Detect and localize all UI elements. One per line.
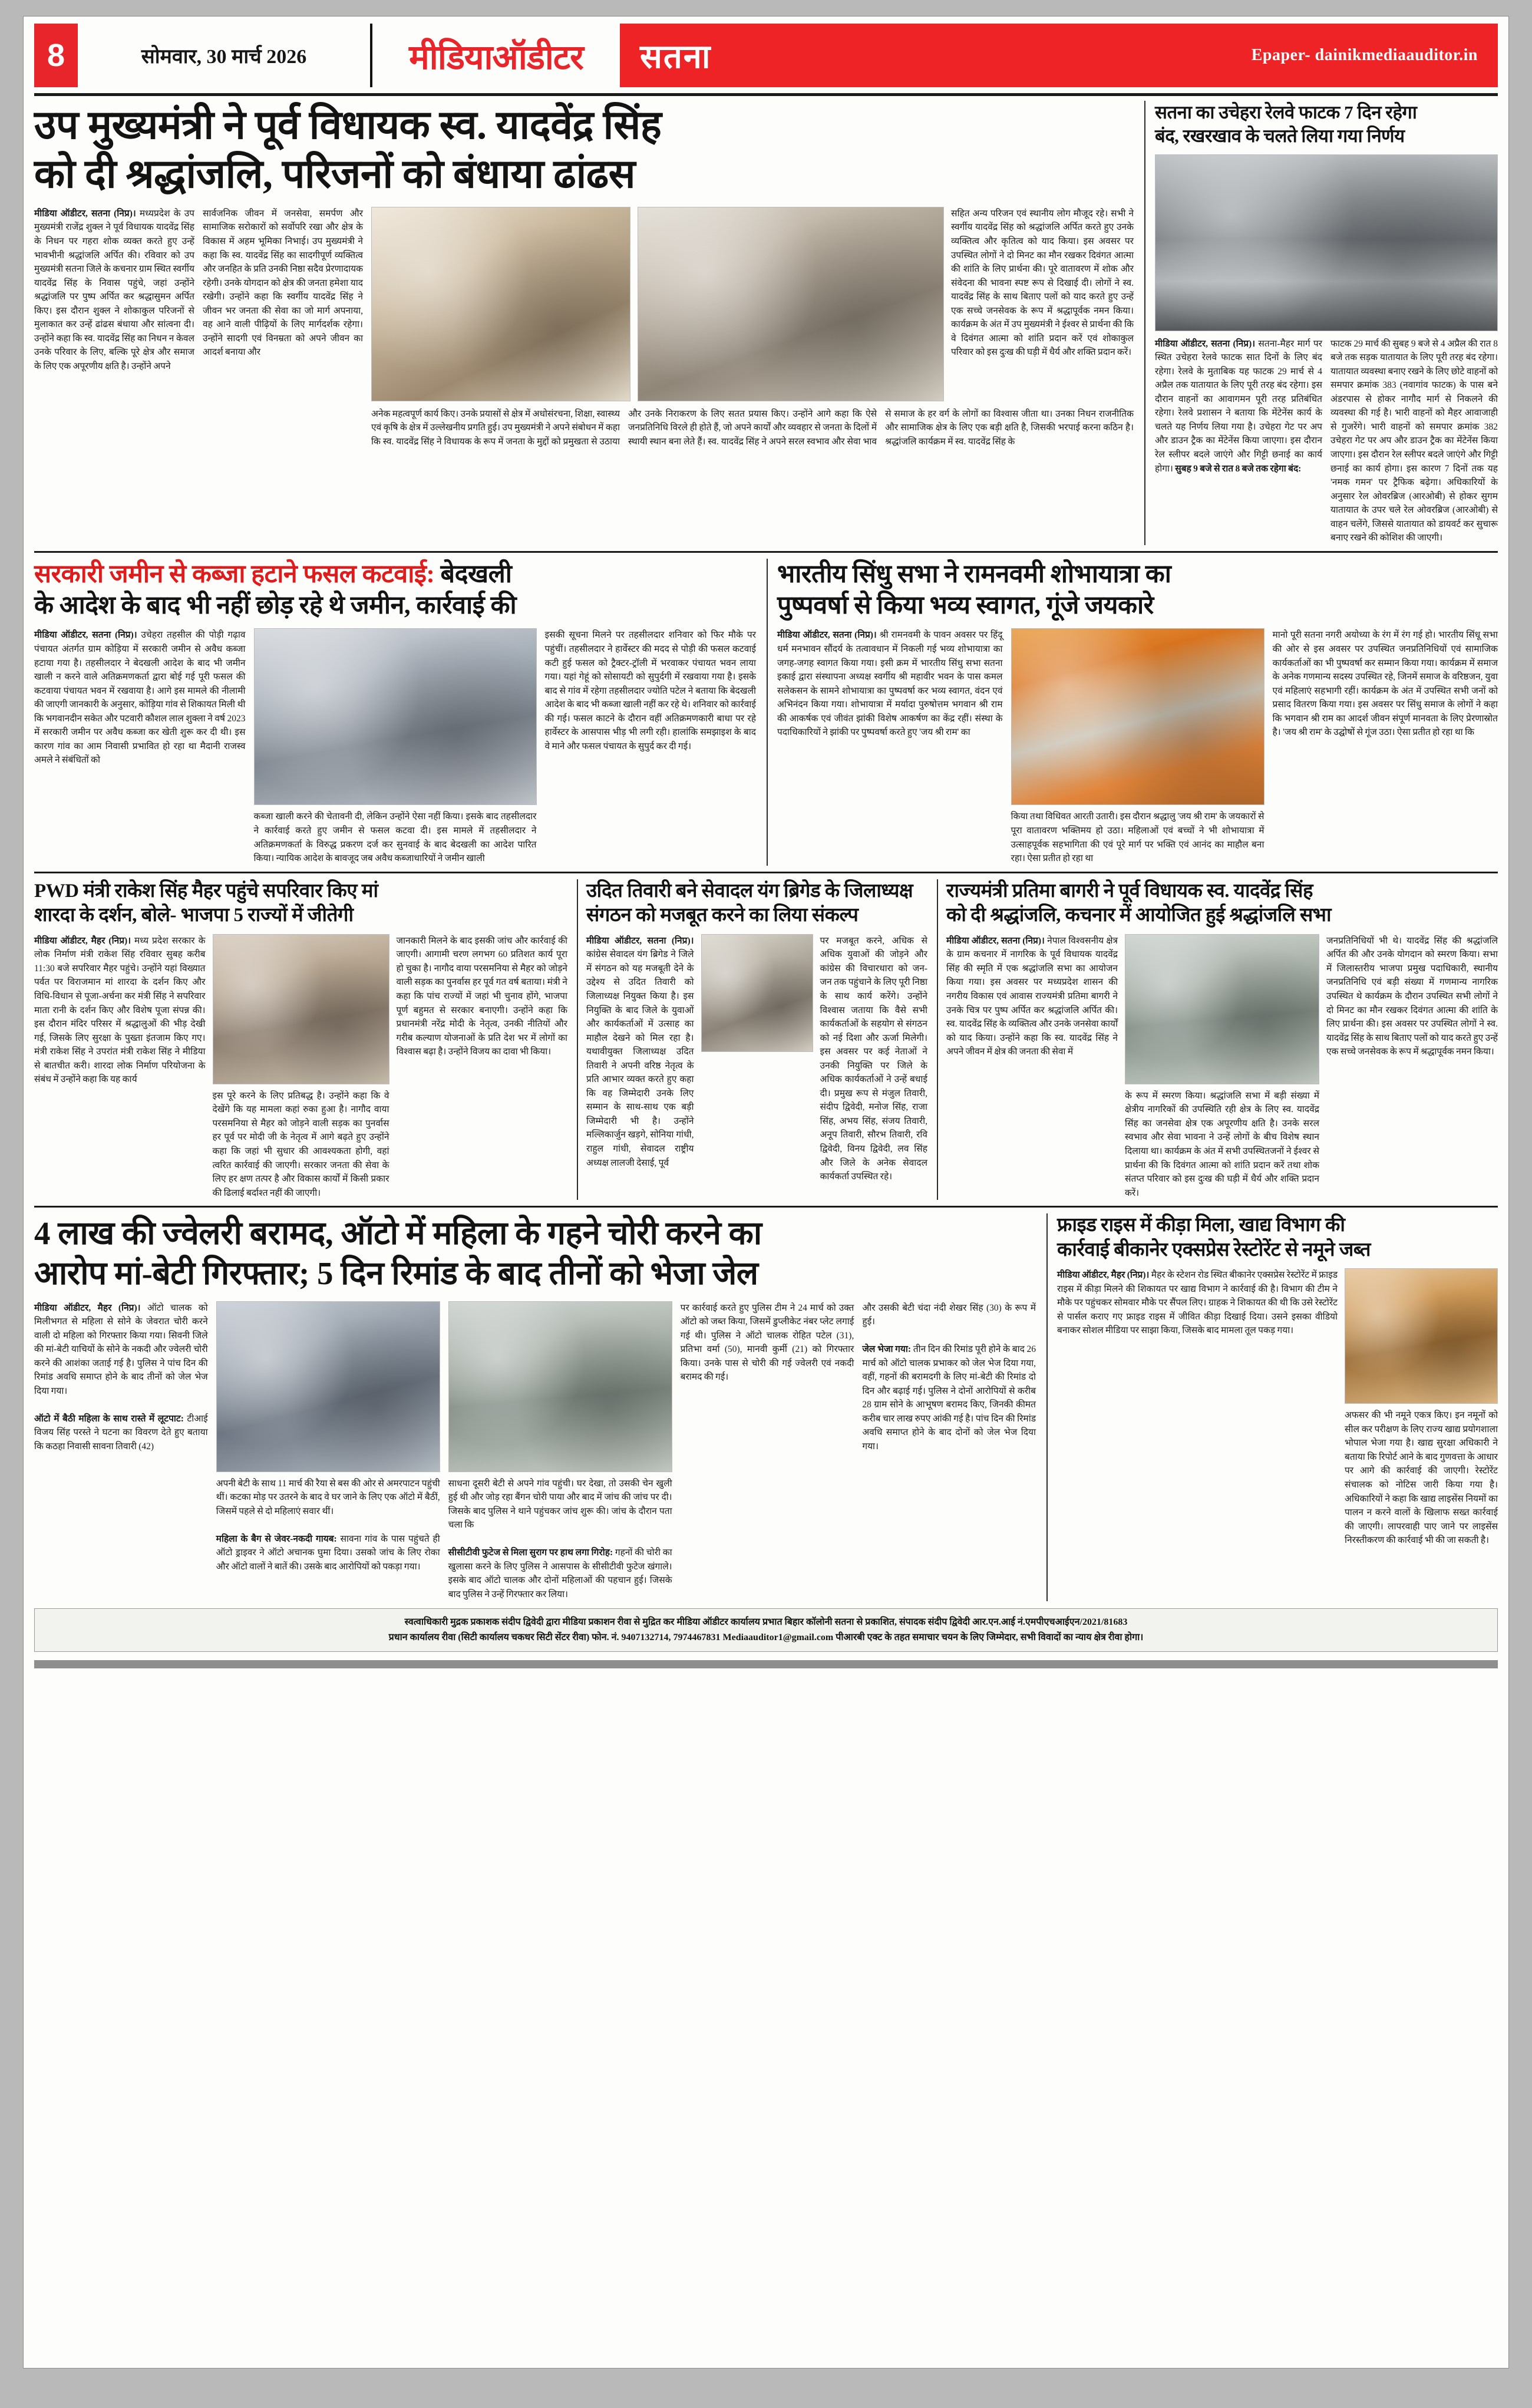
pratima-photo [1125,934,1319,1084]
jewelry-headline-line2: आरोप मां-बेटी गिरफ्तार; 5 दिन रिमांड के बाद तीनों को भेजा जेल [34,1255,758,1292]
jewelry-column-5 [448,1477,672,1602]
footer-imprint [34,1608,1498,1651]
food-photo [1345,1268,1498,1404]
sindhu-column-2: किया तथा विधिवत आरती उतारी। इस दौरान श्रद्धालु 'जय श्री राम' के जयकारों से पूरा वातावरण भक्तिमय हो उठा। महिलाओं एवं बच्चों ने भी शोभायात्रा में उत्साहपूर्वक सहभागिता की एवं पूरे मार्ग पर भक्ति एवं आनंद का माहौल बना रहा। ऐसा प्रतीत हो रहा था [1011,812,1264,864]
food-column-1 [1057,1268,1338,1547]
pratima-column-1 [946,934,1118,1200]
food-byline: मीडिया ऑडीटर, मैहर (निप्र)। [1057,1270,1150,1281]
jewelry-column-3 [216,1477,440,1574]
masthead-red-bar [620,24,1498,87]
land-byline: मीडिया ऑडीटर, सतना (निप्र)। [34,630,137,641]
lead-byline: मीडिया ऑडीटर, सतना (निप्र)। [34,208,136,219]
jewelry-photo-station [448,1301,672,1472]
udit-portrait-photo [701,934,813,1052]
lead-story-section [34,101,1498,545]
pwd-headline-line2: शारदा के दर्शन, बोले- भाजपा 5 राज्यों में जीतेगी [34,905,354,926]
edition-city: सतना [640,39,712,75]
lead-text-1: मध्यप्रदेश के उप मुख्यमंत्री राजेंद्र शुक्ल ने पूर्व विधायक यादवेंद्र सिंह के निधन पर गहरा शोक व्यक्त करते हुए उन्हें भावभीनी श्रद्धांजलि अर्पित की। रविवार को उप मुख्यमंत्री सतना जिले के कचनार ग्राम स्थित स्वर्गीय यादवेंद्र सिंह के निवास पहुंचे, जहां उन्होंने श्रद्धांजलि पर पुष्प अर्पित कर श्रद्धासुमन अर्पित किए। इस दौरान शुक्ल ने शोकाकुल परिजनों से मुलाकात कर उन्हें ढांढस बंधाया और सांत्वना दी। उन्होंने कहा कि स्व. यादवेंद्र सिंह का निधन न केवल उनके परिवार के लिए, बल्कि पूरे क्षेत्र और समाज के लिए एक अपूरणीय क्षति है। उन्होंने अपने [34,208,194,371]
lead-column-4: सहित अन्य परिजन एवं स्थानीय लोग मौजूद रहे। सभी ने स्वर्गीय यादवेंद्र सिंह को श्रद्धांजलि अर्पित करते हुए उनके व्यक्तित्व और कृतित्व को याद किया। इस अवसर पर उपस्थित लोगों ने दो मिनट का मौन रखकर दिवंगत आत्मा की शांति के लिए प्रार्थना की। पूरे वातावरण में शोक और संवेदना की भावना स्पष्ट रूप से दिखाई दी। लोगों ने स्व. यादवेंद्र सिंह के साथ बिताए पलों को याद करते हुए उन्हें एक सच्चे जनसेवक के रूप में श्रद्धापूर्वक नमन किया। कार्यक्रम के अंत में उप मुख्यमंत्री ने ईश्वर से प्रार्थना की कि वे दिवंगत आत्मा को शांति प्रदान करें एवं शोकाकुल परिवार को इस दुःख की घड़ी में धैर्य और शक्ति प्रदान करें। [951,208,1134,358]
jewelry-column-1 [34,1301,208,1602]
pwd-column-3: इस पूरे करने के लिए प्रतिबद्ध है। उन्होंने कहा कि वे देखेंगे कि यह मामला कहां रुका हुआ है। नागौद वाया परसमनिया से मैहर को जोड़ने वाली सड़क का पुनर्वास हर पूर्व पर मोदी जी के नेतृत्व में आगे बढ़ते हुए उन्होंने कहा कि जहां भी सुधार की आवश्यकता होगी, वहां त्वरित कार्रवाई की जाएगी। सरकार जनता की सेवा के लिए हर क्षण तत्पर है और विकास कार्यों में किसी प्रकार की ढिलाई बर्दाश्त नहीं की जाएगी। [212,1090,389,1198]
section-three [34,879,1498,1200]
railway-headline-line1: सतना का उचेहरा रेलवे फाटक 7 दिन रहेगा [1155,102,1417,123]
masthead-divider [34,93,1498,96]
jewelry-subhead-1: ऑटो में बैठी महिला के साथ रास्ते में लूटपाट: [34,1413,184,1424]
land-headline-line2: के आदेश के बाद भी नहीं छोड़ रहे थे जमीन, कार्रवाई की [34,592,517,620]
pwd-text-1: मध्य प्रदेश सरकार के लोक निर्माण मंत्री राकेश सिंह रविवार सुबह करीब 11:30 बजे सपरिवार मैहर पहुंचे। उन्होंने यहां विख्यात पर्वत पर विराजमान मां शारदा के दर्शन किए और विधि-विधान से पूजा-अर्चना कर मंत्री सिंह ने सपरिवार माता रानी के दर्शन किए और विशेष पूजा संपन्न की। इस दौरान मंदिर परिसर में श्रद्धालुओं की भीड़ देखी गई, जिसके लिए सुरक्षा के पुख्ता इंतजाम किए गए। मंत्री राकेश सिंह ने उपरांत मंत्री राकेश सिंह ने मीडिया से बातचीत करी। शारदा लोक निर्माण परियोजना के संबंध में उन्होंने कहा कि यह कार्य [34,935,206,1085]
jewelry-text-6: गहनों की चोरी का खुलासा करने के लिए पुलिस ने आसपास के सीसीटीवी फुटेज खंगाले। इसके बाद ऑटो चालक और दोनों महिलाओं की पहचान हुई। जिसके बाद पुलिस ने उन्हें गिरफ्तार कर लिया। [448,1548,672,1599]
sindhu-byline: मीडिया ऑडीटर, सतना (निप्र)। [777,630,877,641]
page-number: 8 [34,24,78,87]
food-text-1: मैहर के स्टेशन रोड स्थित बीकानेर एक्सप्रेस रेस्टोरेंट में फ्राइड राइस में कीड़ा मिलने की शिकायत पर खाद्य विभाग ने कार्रवाई की है। विभाग की टीम ने मौके पर पहुंचकर सोमवार मौके पर सैंपल लिए। ग्राहक ने शिकायत की थी कि उसे रेस्टोरेंट से पार्सल कराए गए फ्राइड राइस में जीवित कीड़ा दिखाई दिया। उसने इसका वीडियो बनाकर सोशल मीडिया पर साझा किया, जिसके बाद मामला तूल पकड़ गया। [1057,1270,1338,1336]
railway-headline-line2: बंद, रखरखाव के चलते लिया गया निर्णय [1155,126,1405,147]
newspaper-page [24,17,1508,2368]
food-photo-wrap [1345,1268,1498,1547]
lead-column-1 [34,207,194,449]
food-headline-line2: कार्रवाई बीकानेर एक्सप्रेस रेस्टोरेंट से नमूने जब्त [1057,1239,1371,1261]
railway-subhead: सुबह 9 बजे से रात 8 बजे तक रहेगा बंद: [1175,463,1302,474]
pratima-photo-wrap [1125,934,1319,1200]
jewelry-headline-line1: 4 लाख की ज्वेलरी बरामद, ऑटो में महिला के गहने चोरी करने का [34,1215,762,1252]
railway-photo [1155,154,1498,331]
jewelry-text-3: अपनी बेटी के साथ 11 मार्च की रैया से बस की ओर से अमरपाटन पहुंची थीं। कटका मोड़ पर उतरने के बाद वे घर जाने के लिए एक ऑटो में बैठीं, जिसमें पहले से दो महिलाएं सवार थीं। [216,1478,440,1516]
land-headline-red: सरकारी जमीन से कब्जा हटाने फसल कटवाई: [34,560,435,588]
land-column-1 [34,628,246,865]
pwd-column-1 [34,934,206,1200]
lead-headline-line2: को दी श्रद्धांजलि, परिजनों को बंधाया ढांढस [34,151,635,196]
pwd-headline-line1: PWD मंत्री राकेश सिंह मैहर पहुंचे सपरिवार किए मां [34,880,378,902]
sindhu-column-1 [777,628,1003,865]
footer-line-1: स्वत्वाधिकारी मुद्रक प्रकाशक संदीप द्विवेदी द्वारा मीडिया प्रकाशन रीवा से मुद्रित कर मीडिया ऑडीटर कार्यालय प्रभात बिहार कॉलोनी सतना से प्रकाशित, संपादक संदीप द्विवेदी आर.एन.आई नं.एमपीएचआईएन/2021/81683 [404,1617,1128,1628]
railway-story [1144,101,1498,545]
pwd-story [34,879,567,1200]
section-divider-3 [34,1206,1498,1208]
jewelry-photo-shop [216,1301,440,1472]
sindhu-text-1: श्री रामनवमी के पावन अवसर पर हिंदू धर्म मनभावन सौंदर्य के तत्वावधान में निकली गई भव्य शोभायात्रा का जगह-जगह स्वागत किया गया। इसी क्रम में भारतीय सिंधु सभा सतना इकाई द्वारा संस्थापना अध्यक्ष स्वर्गीय श्री महावीर भवन के पास कमल सलेकसन के सामने शोभायात्रा का पुष्पवर्षा कर भव्य स्वागत, वंदन एवं अभिनंदन किया गया। शोभायात्रा में मर्यादा पुरुषोत्तम भगवान श्री राम की आकर्षक एवं जीवंत झांकी विशेष आकर्षण का केंद्र रहीं। संस्था के पदाधिकारियों ने झांकी पर पुष्पवर्षा करते हुए 'जय श्री राम' का [777,630,1003,738]
footer-bar [34,1660,1498,1668]
sindhu-headline-line1: भारतीय सिंधु सभा ने रामनवमी शोभायात्रा का [777,560,1171,588]
land-encroachment-story [34,559,756,866]
railway-column-2: फाटक 29 मार्च की सुबह 9 बजे से 4 अप्रैल की रात 8 बजे तक सड़क यातायात के लिए पूरी तरह बंद रहेगा। यातायात व्यवस्था बनाए रखने के लिए छोटे वाहनों को समपार क्रमांक 383 (नवागांव फाटक) के पास बने अंडरपास से होकर नागौद मार्ग से निकलने की व्यवस्था की गई है। भारी वाहनों को मैहर आवाजाही से गुजरेंगे। भारी वाहनों को समपार क्रमांक 382 उचेहरा गेट पर अप और डाउन ट्रैक का मेंटेनेंस किया जाएगा। इस दौरान रेल स्लीपर बदले जाएंगे और गिट्टी छनाई का कार्य होगा। इस कारण 7 दिनों तक यह 'नमक गमन' पर ट्रैफिक बढ़ेगा। अधिकारियों के अनुसार रेल ओवरब्रिज (आरओबी) से होकर सुगम यातायात के उपर चले रेल ओवरब्रिज (आरओबी) से वाहन चलेंगे, जिससे यातायात को डायवर्ट कर सुचारू बनाए रखने की कोशिश की जाएगी। [1330,338,1498,543]
publication-date: सोमवार, 30 मार्च 2026 [78,24,372,87]
footer-line-2: प्रधान कार्यालय रीवा (सिटी कार्यालय चकधर सिटी सेंटर रीवा) फोन. नं. 9407132714, 7974467831 Mediaauditor1@gmail.com पीआरबी एक्ट के तहत समाचार चयन के लिए जिम्मेदार, सभी विवादों का न्याय क्षेत्र रीवा होगा। [388,1632,1144,1643]
jewelry-column-7: पर कार्रवाई करते हुए पुलिस टीम ने 24 मार्च को उक्त ऑटो को जब्त किया, जिसमें डुप्लीकेट नंबर प्लेट लगाई गई थी। पुलिस ने ऑटो चालक रोहित पटेल (31), प्रतिभा वर्मा (50), मानवी कुर्मी (21) को गिरफ्तार किया। उनके पास से चोरी की गई ज्वेलरी एवं नकदी बरामद की गई। [680,1302,854,1383]
food-headline-line1: फ्राइड राइस में कीड़ा मिला, खाद्य विभाग की [1057,1215,1345,1236]
jewelry-photo-1-wrap [216,1301,440,1602]
pratima-headline-line1: राज्यमंत्री प्रतिमा बागरी ने पूर्व विधायक स्व. यादवेंद्र सिंह [946,880,1313,902]
land-headline-line1 [34,559,756,590]
udit-photo-wrap [701,934,813,1184]
food-story [1046,1213,1498,1601]
sindhu-sabha-story [767,559,1498,866]
brand-logo: मीडियाऑडीटर [409,38,583,77]
pratima-story [937,879,1498,1200]
jewelry-text-4: सावना गांव के पास पहुंचते ही ऑटो ड्राइवर ने ऑटो अचानक घुमा दिया। उसको जांच के लिए रोका और ऑटो वालों ने बातें की। उसके बाद आरोपियों को पकड़ा गया। [216,1533,440,1572]
jewelry-text-5: साधना दूसरी बेटी से अपने गांव पहुंची। घर देखा, तो उसकी चेन खुली हुई थी और जोड़ रहा बैंगन चोरी पाया और बाद में जांच की जांच पर दी। जिसके बाद पुलिस ने थाने पहुंचकर जांच शुरू की। जांच के दौरान पता चला कि [448,1478,672,1530]
jewelry-subhead-2: महिला के बैग से जेवर-नकदी गायब: [216,1533,337,1544]
jewelry-subhead-3: सीसीटीवी फुटेज से मिला सुराग पर हाथ लगा गिरोह: [448,1548,613,1558]
pratima-headline-line2: को दी श्रद्धांजलि, कचनार में आयोजित हुई श्रद्धांजलि सभा [946,905,1332,926]
udit-headline-line2: संगठन को मजबूत करने का लिया संकल्प [586,905,859,926]
pwd-photo [213,934,389,1084]
jewelry-text-8: और उसकी बेटी चंदा नंदी शेखर सिंह (30) के रूप में हुई। [862,1302,1036,1327]
masthead [34,24,1498,87]
land-text-1: उचेहरा तहसील की पोड़ी गढ़ाव पंचायत अंतर्गत ग्राम कोड़िया में सरकारी जमीन से अवैध कब्जा हटाया गया है। तहसीलदार ने बेदखली आदेश के बाद भी जमीन खाली न करने वाले अतिक्रमणकर्ता द्वारा बोई गई पूरी फसल की कटवाया पंचायत भवन में रखवाया है। आगे इस मामले की नीलामी की जाएगी जानकारी के अनुसार, कोड़िया गांव से शिकायत मिली थी कि भगवानदीन सकेत और पटवारी कौशल लाल शुक्ला ने वर्ष 2023 में सरकारी जमीन पर अवैध कब्जा कर खेती शुरू कर दी थी। इस कारण गांव का आम निवासी प्रभावित हो रहा था मैदानी राजस्व अमले ने संबंधितों को [34,630,246,766]
section-divider-1 [34,551,1498,553]
pwd-byline: मीडिया ऑडीटर, मैहर (निप्र)। [34,935,131,946]
udit-headline-line1: उदित तिवारी बने सेवादल यंग ब्रिगेड के जिलाध्यक्ष [586,880,913,902]
railway-text-1: सतना-मैहर मार्ग पर स्थित उचेहरा रेलवे फाटक सात दिनों के लिए बंद रहेगा। रेलवे के मुताबिक यह फाटक 29 मार्च से 4 अप्रैल तक यातायात के लिए पूरी तरह बंद रहेगा। इस दौरान वाहनों का आवागमन पूरी तरह प्रतिबंधित रहेगा। रेलवे प्रशासन ने बताया कि मेंटेनेंस कार्य के चलते यह निर्णय लिया गया है। उचेहरा गेट पर अप और डाउन ट्रैक का मेंटेनेंस किया जाएगा। इस दौरान रेल स्लीपर बदले जाएंगे और गिट्टी छनाई का कार्य होगा। [1155,338,1322,474]
pratima-column-3: के रूप में स्मरण किया। श्रद्धांजलि सभा में बड़ी संख्या में क्षेत्रीय नागरिकों की उपस्थिति रही क्षेत्र के लिए स्व. यादवेंद्र सिंह का जनसेवा क्षेत्र एक अपूरणीय क्षति है। उनके सरल स्वभाव और सेवा भावना ने उन्हें लोगों के बीच विशेष स्थान दिलाया था। कार्यक्रम के अंत में सभी उपस्थितजनों ने ईश्वर से प्रार्थना की कि दिवंगत आत्मा को शांति प्रदान करें तथा शोक संतप्त परिवार को इस दुःख की घड़ी में धैर्य और शक्ति प्रदान करें। [1125,1090,1319,1198]
sindhu-photo [1011,628,1264,805]
jewelry-subhead-4: जेल भेजा गया: [862,1344,912,1355]
jewelry-column-8 [862,1301,1036,1602]
sindhu-column-3: मानो पूरी सतना नगरी अयोध्या के रंग में रंग गई हो। भारतीय सिंधू सभा की ओर से इस अवसर पर उपस्थित जनप्रतिनिधियों एवं सामाजिक कार्यकर्ताओं का भी पुष्पवर्षा कर सम्मान किया गया। कार्यक्रम में समाज के अनेक गणमान्य सदस्य उपस्थित रहे, जिनमें समाज के वरिष्ठजन, युवा एवं महिलाएं सहभागी रहीं। कार्यक्रम के अंत में उपस्थित सभी जनों को प्रसाद वितरण किया गया। इस अवसर पर सिंधु समाज के लोगों ने कहा कि भगवान श्री राम का आदर्श जीवन संपूर्ण मानवता के लिए प्रेरणास्रोत है। 'जय श्री राम' के उद्घोषों से गूंज उठा। ऐसा प्रतीत हो रहा था कि [1272,630,1498,738]
lead-photo-tribute [371,207,630,401]
jewelry-text-9: तीन दिन की रिमांड पूरी होने के बाद 26 मार्च को ऑटो चालक प्रभाकर को जेल भेज दिया गया, वहीं, गहनों की बरामदगी के लिए मां-बेटी की रिमांड दो दिन और बढ़ाई गई। पुलिस ने दोनों आरोपियों से करीब 28 ग्राम सोने के आभूषण बरामद किए, जिनकी कीमत करीब चार लाख रुपए आंकी गई है। पांच दिन की रिमांड अवधि समाप्त होने के बाद दोनों को जेल भेज दिया गया। [862,1344,1036,1452]
railway-byline: मीडिया ऑडीटर, सतना (निप्र)। [1155,338,1256,349]
sindhu-headline-line2: पुष्पवर्षा से किया भव्य स्वागत, गूंजे जयकारे [777,592,1154,620]
section-divider-2 [34,872,1498,873]
land-column-3: इसकी सूचना मिलने पर तहसीलदार शनिवार को फिर मौके पर पहुंचीं। तहसीलदार ने हार्वेस्टर की मदद से पोड़ी की फसल कटवाई कटी हुई फसल को ट्रैक्टर-ट्रॉली में भरवाकर पंचायत भवन लाया गया। यहां गेहूं को सोसायटी को सुपुर्दगी में रखवाया गया है। इसके बाद से गांव में रहेगा तहसीलदार ज्योति पटेल ने बताया कि बेदखली आदेश के बाद भी कब्जा खाली नहीं कर रहे थे। शनिवार को कार्रवाई की गई। फसल काटने के दौरान वहीं अतिक्रमणकारी बाधा पर रहे हार्वेस्टर के आसपास भीड़ भी लगी रही। हालांकि समझाइश के बाद वे माने और फसल पंचायत के सुपुर्द कर दी गई। [544,630,756,751]
jewelry-photo-2-wrap [448,1301,672,1602]
section-two [34,559,1498,866]
udit-column-1 [586,934,694,1184]
railway-column-1 [1155,337,1322,545]
pratima-text-1: नेपाल विश्वसनीय क्षेत्र के ग्राम कचनार में नागरिक के पूर्व विधायक यादवेंद्र सिंह की स्मृति में एक श्रद्धांजलि सभा का आयोजन किया गया। इस अवसर पर मध्यप्रदेश शासन की नगरीय विकास एवं आवास राज्यमंत्री प्रतिमा बागरी ने उनके चित्र पर पुष्प अर्पित कर श्रद्धांजलि अर्पित की। स्व. यादवेंद्र सिंह के व्यक्तित्व और उनके जनसेवा कार्यों को याद किया। उन्होंने कहा कि स्व. यादवेंद्र सिंह ने अपने जीवन में क्षेत्र की जनता की सेवा में [946,935,1118,1057]
lead-headline-line1: उप मुख्यमंत्री ने पूर्व विधायक स्व. यादवेंद्र सिंह [34,103,662,147]
pwd-column-2: जानकारी मिलने के बाद इसकी जांच और कार्रवाई की जाएगी। आगामी चरण लगभग 60 प्रतिशत कार्य पूरा हो चुका है। नागौद वाया परसमनिया से मैहर को जोड़ने वाली सड़क का पुनर्वास हर पूर्व गत वर्ष बताया। मंत्री ने कहा कि पांच राज्यों में जहां भी चुनाव होंगे, भाजपा पूर्ण बहुमत से सरकार बनाएगी। उन्होंने कहा कि प्रधानमंत्री नरेंद्र मोदी के नेतृत्व, उनकी नीतियों और गरीब कल्याण योजनाओं के प्रति देश भर में लोगों का विश्वास बढ़ा है। उन्होंने विजय का दावा भी किया। [396,935,567,1057]
jewelry-text-1: ऑटो चालक को मिलीभगत से महिला से सोने के जेवरात चोरी करने वाली दो महिला को गिरफ्तार किया गया। सिवनी जिले की मां-बेटी याचियों के सोने के नकदी और ज्वेलरी चोरी करने की आशंका जताई गई है। पुलिस ने पांच दिन की रिमांड अवधि समाप्त होने के बाद तीनों को जेल भेज दिया गया। [34,1302,208,1396]
udit-story [577,879,927,1200]
section-four [34,1213,1498,1601]
udit-text-1: कांग्रेस सेवादल यंग ब्रिगेड ने जिले में संगठन को यह मजबूती देने के उद्देश्य से उदित तिवारी को जिलाध्यक्ष नियुक्त किया है। इस नियुक्ति के बाद जिले के युवाओं और कार्यकर्ताओं में उत्साह का माहौल देखने को मिल रहा है। यथावीयुक्त जिलाध्यक्ष उदित तिवारी ने अपनी वरिष्ठ नेतृत्व के प्रति आभार व्यक्त करते हुए कहा कि वह जिम्मेदारी उनके लिए सम्मान के साथ-साथ एक बड़ी जिम्मेदारी भी है। उन्होंने मल्लिकार्जुन खड़गे, सोनिया गांधी, राहुल गांधी, सेवादल राष्ट्रीय अध्यक्ष लालजी देसाई, पूर्व [586,949,694,1168]
udit-column-2: पर मजबूत करने, अधिक से अधिक युवाओं की जोड़ने और कांग्रेस की विचारधारा को जन-जन तक पहुंचाने के लिए पूरी निष्ठा के साथ कार्य करेंगे। उन्होंने विश्वास जताया कि वैसे सभी कार्यकर्ताओं के सहयोग से संगठन को नई दिशा और ऊर्जा मिलेगी। इस अवसर पर कई नेताओं ने उनकी नियुक्ति पर जिले के अधिक कार्यकर्ताओं ने उन्हें बधाई दी। प्रमुख रूप से मंजुल तिवारी, संदीप द्विवेदी, मनोज सिंह, राजा सिंह, अभय सिंह, संजय तिवारी, अनूप तिवारी, सौरभ तिवारी, रवि द्विवेदी, विनय द्विवेदी, लव सिंह और जिले के अनेक सेवादल कार्यकर्ता उपस्थित रहे। [820,935,927,1182]
lead-story [34,101,1134,545]
pwd-photo-wrap [213,934,389,1200]
jewelry-byline: मीडिया ऑडीटर, मैहर (निप्र)। [34,1302,141,1313]
food-column-2: अफसर की भी नमूने एकत्र किए। इन नमूनों को सील कर परीक्षण के लिए राज्य खाद्य प्रयोगशाला भोपाल भेजा गया है। खाद्य सुरक्षा अधिकारी ने बताया कि रिपोर्ट आने के बाद गुणवत्ता के आधार पर आगे की कार्रवाई की जाएगी। रेस्टोरेंट संचालक को नोटिस जारी किया गया है। अधिकारियों ने कहा कि खाद्य लाइसेंस नियमों का पालन न करने वालों के खिलाफ सख्त कार्रवाई की जाएगी। लापरवाही पाए जाने पर लाइसेंस निरस्तीकरण की कार्रवाई भी की जा सकती है। [1345,1410,1498,1546]
land-headline-tail: बेदखली [440,560,512,588]
lead-column-3: अनेक महत्वपूर्ण कार्य किए। उनके प्रयासों से क्षेत्र में अधोसंरचना, शिक्षा, स्वास्थ्य एवं कृषि के क्षेत्र में उल्लेखनीय प्रगति हुई। उप मुख्यमंत्री ने अपने संबोधन में कहा कि स्व. यादवेंद्र सिंह ने विधायक के रूप में जनता के मुद्दों को प्रमुखता से उठाया और उनके निराकरण के लिए सतत प्रयास किए। उन्होंने आगे कहा कि ऐसे जनप्रतिनिधि विरले ही होते हैं, जो अपने कार्यों और व्यवहार से जनता के दिलों में स्थायी स्थान बना लेते हैं। स्व. यादवेंद्र सिंह ने अपने सरल स्वभाव और सेवा भाव से समाज के हर वर्ग के लोगों का विश्वास जीता था। उनका निधन राजनीतिक और सामाजिक क्षेत्र के लिए एक बड़ी क्षति है, जिसकी भरपाई करना कठिन है। श्रद्धांजलि कार्यक्रम में स्व. यादवेंद्र सिंह के [371,408,1134,447]
lead-column-2: सार्वजनिक जीवन में जनसेवा, समर्पण और सामाजिक सरोकारों को सर्वोपरि रखा और क्षेत्र के विकास में अहम भूमिका निभाई। उप मुख्यमंत्री ने कहा कि स्व. यादवेंद्र सिंह का सादगीपूर्ण व्यक्तित्व और जनहित के प्रति उनकी निष्ठा सदैव प्रेरणादायक रहेगी। उनके योगदान को क्षेत्र की जनता हमेशा याद रखेगी। उन्होंने कहा कि स्वर्गीय यादवेंद्र सिंह ने जीवन भर जनता की सेवा का जो मार्ग अपनाया, वह आने वाली पीढ़ियों के लिए मार्गदर्शक रहेगा। उन्होंने सादगी एवं विनम्रता को अपने जीवन का आदर्श बनाया और [203,208,363,358]
sindhu-photo-wrap [1011,628,1264,865]
pratima-byline: मीडिया ऑडीटर, सतना (निप्र)। [946,935,1045,946]
udit-byline: मीडिया ऑडीटर, सतना (निप्र)। [586,935,694,946]
lead-photo-gathering [638,207,944,401]
pratima-column-2: जनप्रतिनिधियों भी थे। यादवेंद्र सिंह की श्रद्धांजलि अर्पित की और उनके योगदान को स्मरण किया। सभा में जिलास्तरीय भाजपा प्रमुख पदाधिकारी, स्थानीय जनप्रतिनिधि एवं बड़ी संख्या में गणमान्य नागरिक उपस्थित थे कार्यक्रम के दौरान उपस्थित सभी लोगों ने दो मिनट का मौन रखकर दिवंगत आत्मा की शांति के लिए प्रार्थना की। इस अवसर पर उपस्थित लोगों ने स्व. यादवेंद्र सिंह के साथ बिताए पलों को याद करते हुए उन्हें एक सच्चे जनसेवक के रूप में श्रद्धापूर्वक नमन किया। [1326,935,1498,1057]
land-photo-wrap [254,628,537,865]
epaper-url[interactable]: Epaper- dainikmediaauditor.in [1251,46,1478,64]
jewelry-story [34,1213,1036,1601]
jewelry-text-2: टीआई विजय सिंह परस्ते ने घटना का विवरण देते हुए बताया कि कठहा निवासी सावना तिवारी (42) [34,1413,208,1452]
land-photo [254,628,537,805]
land-column-2: कब्जा खाली करने की चेतावनी दी, लेकिन उन्होंने ऐसा नहीं किया। इसके बाद तहसीलदार ने कार्रवाई करते हुए जमीन से फसल कटवा दी। इस मामले में तहसीलदार ने अतिक्रमणकर्ता के विरुद्ध प्रकरण दर्ज कर सुनवाई के बाद बेदखली का आदेश पारित किया। न्यायिक आदेश के बावजूद जब अवैध कब्जाधारियों ने जमीन खाली [253,812,537,864]
